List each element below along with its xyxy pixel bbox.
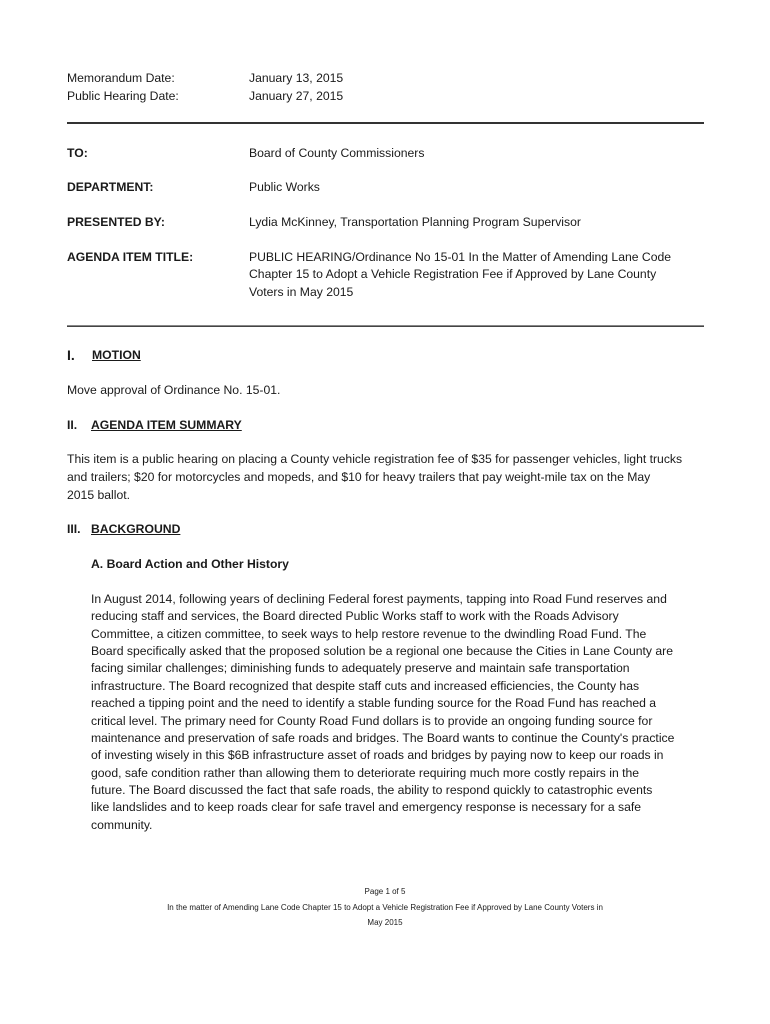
public-hearing-date-value: January 27, 2015	[249, 89, 344, 103]
section-3-heading: BACKGROUND	[91, 522, 181, 536]
background-line: Committee, a citizen committee, to seek ways to help restore revenue to the dwindling Road Fund. The	[91, 627, 647, 641]
section-2-numeral: II.	[67, 418, 78, 432]
agenda-item-title-line: Chapter 15 to Adopt a Vehicle Registration Fee if Approved by Lane County	[249, 267, 657, 281]
presented-by-label: PRESENTED BY:	[67, 215, 165, 229]
background-line: good, safe condition rather than allowing them to deteriorate requiring much more costly repairs in the	[91, 766, 640, 780]
section-2-line: and trailers; $20 for motorcycles and mopeds, and $10 for heavy trailers that pay weight-mile tax on the May	[67, 470, 651, 484]
agenda-item-title-label: AGENDA ITEM TITLE:	[67, 250, 194, 264]
memorandum-date-value: January 13, 2015	[249, 71, 344, 85]
presented-by-value: Lydia McKinney, Transportation Planning Program Supervisor	[249, 215, 581, 229]
header-divider	[67, 122, 704, 124]
background-line: infrastructure. The Board recognized that despite staff cuts and increased efficiencies, the County has	[91, 679, 640, 693]
background-line: future. The Board discussed the fact that safe roads, the ability to respond quickly to catastrophic events	[91, 783, 653, 797]
background-line: community.	[91, 818, 153, 832]
background-line: like landslides and to keep roads clear for safe travel and emergency response is necessary for a safe	[91, 800, 642, 814]
agenda-item-title-line: PUBLIC HEARING/Ordinance No 15-01 In the Matter of Amending Lane Code	[249, 250, 672, 264]
department-label: DEPARTMENT:	[67, 180, 154, 194]
section-3-subheading: A. Board Action and Other History	[91, 557, 289, 571]
background-line: In August 2014, following years of declining Federal forest payments, tapping into Road Fund reserves and	[91, 592, 667, 606]
department-value: Public Works	[249, 180, 320, 194]
background-line: critical level. The primary need for County Road Fund dollars is to provide an ongoing funding source for	[91, 714, 653, 728]
section-2-line: 2015 ballot.	[67, 488, 131, 502]
section-1-heading: MOTION	[92, 348, 141, 362]
background-line: facing similar challenges; diminishing funds to adequately preserve and maintain safe transportation	[91, 661, 630, 675]
section-2-line: This item is a public hearing on placing a County vehicle registration fee of $35 for passenger vehicles, light trucks	[67, 452, 683, 466]
background-line: Board specifically asked that the proposed solution be a regional one because the Cities in Lane County are	[91, 644, 673, 658]
section-2-heading: AGENDA ITEM SUMMARY	[91, 418, 242, 432]
to-value: Board of County Commissioners	[249, 146, 425, 160]
background-line: reducing staff and services, the Board directed Public Works staff to work with the Roads Advisory	[91, 609, 619, 623]
footer-title-line: May 2015	[367, 918, 403, 927]
section-1-numeral: I.	[67, 347, 75, 363]
background-line: of investing wisely in this $6B infrastructure asset of roads and bridges by paying now to keep our roads in	[91, 748, 664, 762]
agenda-item-title-line: Voters in May 2015	[249, 285, 354, 299]
page-number: Page 1 of 5	[364, 887, 406, 896]
section-1-text: Move approval of Ordinance No. 15-01.	[67, 383, 281, 397]
background-line: maintenance and preservation of safe roads and bridges. The Board wants to continue the County's practice	[91, 731, 675, 745]
fields-divider	[67, 325, 704, 327]
section-3-numeral: III.	[67, 522, 81, 536]
memorandum-date-label: Memorandum Date:	[67, 71, 175, 85]
footer-title-line: In the matter of Amending Lane Code Chapter 15 to Adopt a Vehicle Registration Fee if Approved by Lane County Voters in	[167, 903, 603, 912]
to-label: TO:	[67, 146, 88, 160]
background-line: reached a tipping point and the need to identify a stable funding source for the Road Fund has reached a	[91, 696, 657, 710]
public-hearing-date-label: Public Hearing Date:	[67, 89, 179, 103]
